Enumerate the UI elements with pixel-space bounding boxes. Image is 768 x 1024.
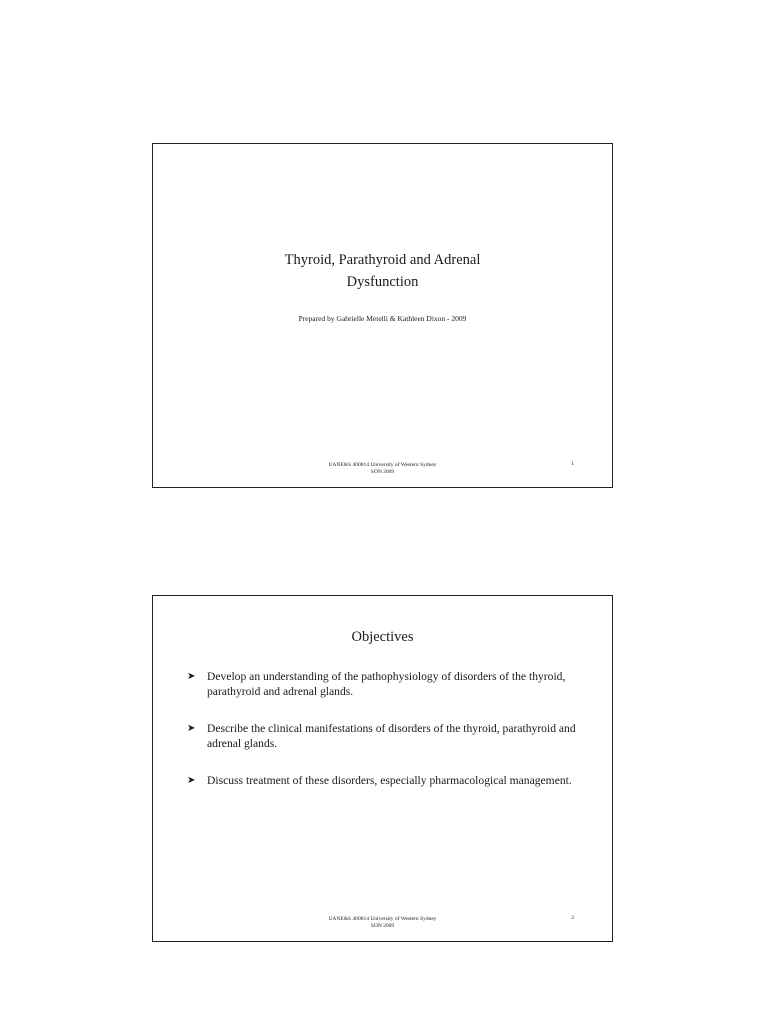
slide-1 xyxy=(152,143,613,488)
slide-heading: Objectives xyxy=(351,629,414,645)
footer-line-1: UANE&S 400814 University of Western Sydney xyxy=(328,916,437,922)
footer-line-2: SON 2009 xyxy=(370,469,395,475)
bullet-text: Discuss treatment of these disorders, especially pharmacological management. xyxy=(207,774,572,787)
bullet-item xyxy=(183,669,582,699)
title-line-2: Dysfunction xyxy=(346,274,419,290)
bullet-text: Describe the clinical manifestations of disorders of the thyroid, parathyroid and adrenal glands. xyxy=(207,722,576,750)
page-number: 1 xyxy=(571,461,574,467)
slide-subtitle: Prepared by Gabrielle Metelli & Kathleen Dixon - 2009 xyxy=(298,314,467,323)
footer-line-2: SON 2009 xyxy=(370,923,395,929)
arrow-right-icon: ➤ xyxy=(187,775,196,786)
slide-2 xyxy=(152,595,613,942)
bullet-item xyxy=(183,721,582,751)
bullet-list xyxy=(183,669,582,810)
slide-footer xyxy=(153,916,612,930)
page-number: 2 xyxy=(571,915,574,921)
arrow-right-icon: ➤ xyxy=(187,671,196,682)
bullet-text: Develop an understanding of the pathophysiology of disorders of the thyroid, parathyroid and adrenal glands. xyxy=(207,670,566,698)
slide-title xyxy=(153,249,612,293)
bullet-item xyxy=(183,773,582,788)
slide-footer xyxy=(153,462,612,476)
title-line-1: Thyroid, Parathyroid and Adrenal xyxy=(284,252,481,268)
footer-line-1: UANE&S 400814 University of Western Sydney xyxy=(328,462,437,468)
arrow-right-icon: ➤ xyxy=(187,723,196,734)
